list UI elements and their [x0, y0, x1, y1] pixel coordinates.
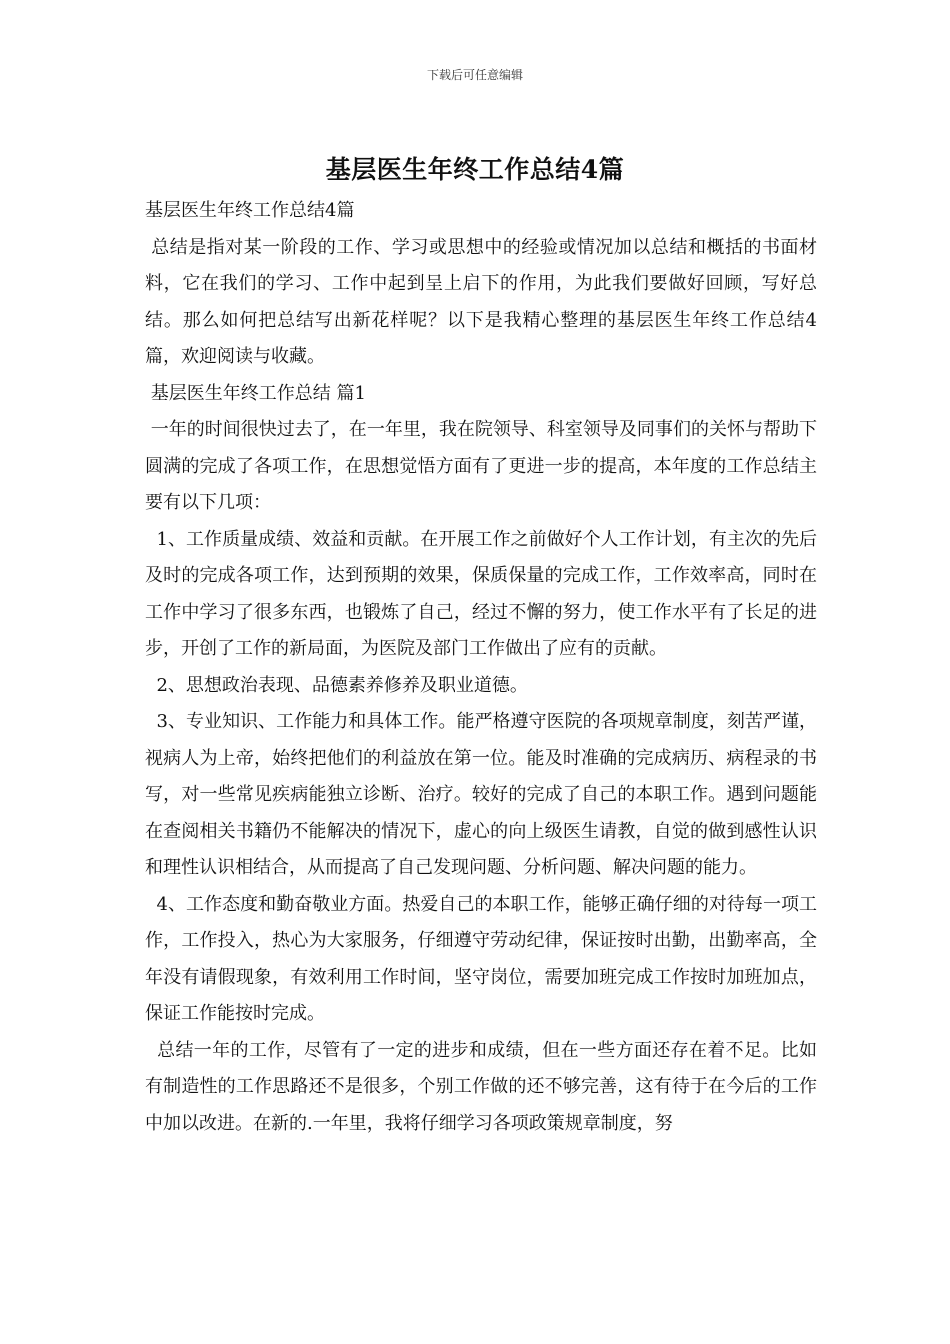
conclusion-paragraph: 总结一年的工作，尽管有了一定的进步和成绩，但在一些方面还存在着不足。比如有制造性的工作思路还不是很多，个别工作做的还不够完善，这有待于在今后的工作中加以改进。在新的.一年里，我将仔细学习各项政策规章制度，努 [145, 1039, 817, 1134]
document-title: 基层医生年终工作总结4篇 [325, 155, 625, 184]
list-item-paragraph: 4、工作态度和勤奋敬业方面。热爱自己的本职工作，能够正确仔细的对待每一项工作，工作投入，热心为大家服务，仔细遵守劳动纪律，保证按时出勤，出勤率高，全年没有请假现象，有效利用工作时间，坚守岗位，需要加班完成工作按时加班加点，保证工作能按时完成。 [145, 893, 818, 1024]
section-heading: 基层医生年终工作总结 篇1 [145, 382, 366, 404]
list-item-paragraph: 2、思想政治表现、品德素养修养及职业道德。 [145, 674, 528, 696]
document-body [145, 193, 817, 1142]
intro-paragraph: 总结是指对某一阶段的工作、学习或思想中的经验或情况加以总结和概括的书面材料，它在我们的学习、工作中起到呈上启下的作用，为此我们要做好回顾，写好总结。那么如何把总结写出新花样呢？以下是我精心整理的基层医生年终工作总结4篇，欢迎阅读与收藏。 [145, 236, 817, 367]
subtitle-paragraph: 基层医生年终工作总结4篇 [145, 200, 355, 221]
list-item-paragraph: 3、专业知识、工作能力和具体工作。能严格遵守医院的各项规章制度，刻苦严谨，视病人为上帝，始终把他们的利益放在第一位。能及时准确的完成病历、病程录的书写，对一些常见疾病能独立诊断、治疗。较好的完成了自己的本职工作。遇到问题能在查阅相关书籍仍不能解决的情况下，虚心的向上级医生请教，自觉的做到感性认识和理性认识相结合，从而提高了自己发现问题、分析问题、解决问题的能力。 [145, 711, 818, 878]
body-paragraph: 一年的时间很快过去了，在一年里，我在院领导、科室领导及同事们的关怀与帮助下圆满的完成了各项工作，在思想觉悟方面有了更进一步的提高，本年度的工作总结主要有以下几项： [145, 419, 817, 513]
list-item-paragraph: 1、工作质量成绩、效益和贡献。在开展工作之前做好个人工作计划，有主次的先后及时的完成各项工作，达到预期的效果，保质保量的完成工作，工作效率高，同时在工作中学习了很多东西，也锻炼了自己，经过不懈的努力，使工作水平有了长足的进步，开创了工作的新局面，为医院及部门工作做出了应有的贡献。 [145, 528, 818, 659]
header-note: 下载后可任意编辑 [426, 68, 523, 82]
